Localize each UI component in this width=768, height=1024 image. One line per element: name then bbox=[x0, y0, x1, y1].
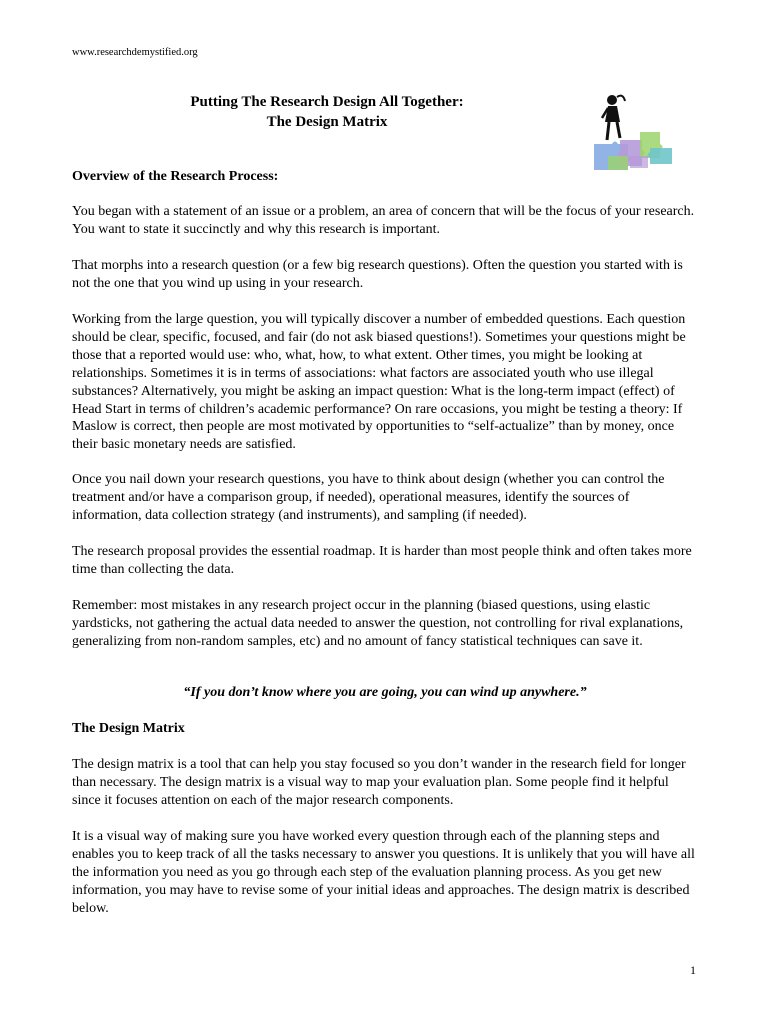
paragraph-1: You began with a statement of an issue or a problem, an area of concern that will be the focus of your research. You want to state it succinctly and why this research is important. bbox=[72, 204, 695, 237]
person-on-puzzle-pieces-icon bbox=[590, 92, 680, 174]
page-number: 1 bbox=[690, 963, 696, 977]
pull-quote: “If you don’t know where you are going, you can wind up anywhere.” bbox=[183, 685, 587, 700]
section-heading-design-matrix: The Design Matrix bbox=[72, 721, 185, 736]
paragraph-8: It is a visual way of making sure you have worked every question through each of the planning steps and enables you to keep track of all the tasks necessary to answer you questions. It is unlikely that you will have all the information you need as you go through each step of the evaluation planning process. As you get new information, you may have to revise some of your initial ideas and approaches. The design matrix is described below. bbox=[72, 829, 695, 916]
puzzle-pieces bbox=[594, 132, 672, 170]
person-figure bbox=[602, 95, 625, 140]
paragraph-6: Remember: most mistakes in any research project occur in the planning (biased questions, using elastic yardsticks, not gathering the actual data needed to answer the question, not controlling for rival explanations, generalizing from non-random samples, etc) and no amount of fancy statistical techniques can save it. bbox=[72, 598, 684, 649]
page-title-line-1: Putting The Research Design All Together: bbox=[190, 94, 464, 110]
paragraph-4: Once you nail down your research questions, you have to think about design (whether you can control the treatment and/or have a comparison group, if needed), operational measures, identify the sources of information, data collection strategy (and instruments), and sampling (if needed). bbox=[72, 472, 665, 523]
header-url: www.researchdemystified.org bbox=[72, 47, 198, 58]
section-heading-overview: Overview of the Research Process: bbox=[72, 169, 279, 184]
paragraph-7: The design matrix is a tool that can help you stay focused so you don’t wander in the research field for longer than necessary. The design matrix is a visual way to map your evaluation plan. Some people find it helpful since it focuses attention on each of the major research components. bbox=[72, 757, 686, 808]
paragraph-2: That morphs into a research question (or a few big research questions). Often the question you started with is not the one that you wind up using in your research. bbox=[72, 258, 683, 291]
page-title-line-2: The Design Matrix bbox=[266, 114, 388, 130]
paragraph-3: Working from the large question, you will typically discover a number of embedded questions. Each question should be clear, specific, focused, and fair (do not ask biased questions!). Sometimes your questions might be those that a reported would use: who, what, how, to what extent. Other times, you might be looking at relationships. Sometimes it is in terms of associations: what factors are associated youth who use illegal substances? Alternatively, you might be asking an impact question: What is the long-term impact (effect) of Head Start in terms of children’s academic performance? On rare occasions, you might be testing a theory: If Maslow is correct, then people are most motivated by opportunities to “self-actualize” than by money, once their basic monetary needs are satisfied. bbox=[72, 312, 686, 453]
paragraph-5: The research proposal provides the essential roadmap. It is harder than most people think and often takes more time than collecting the data. bbox=[72, 544, 692, 577]
